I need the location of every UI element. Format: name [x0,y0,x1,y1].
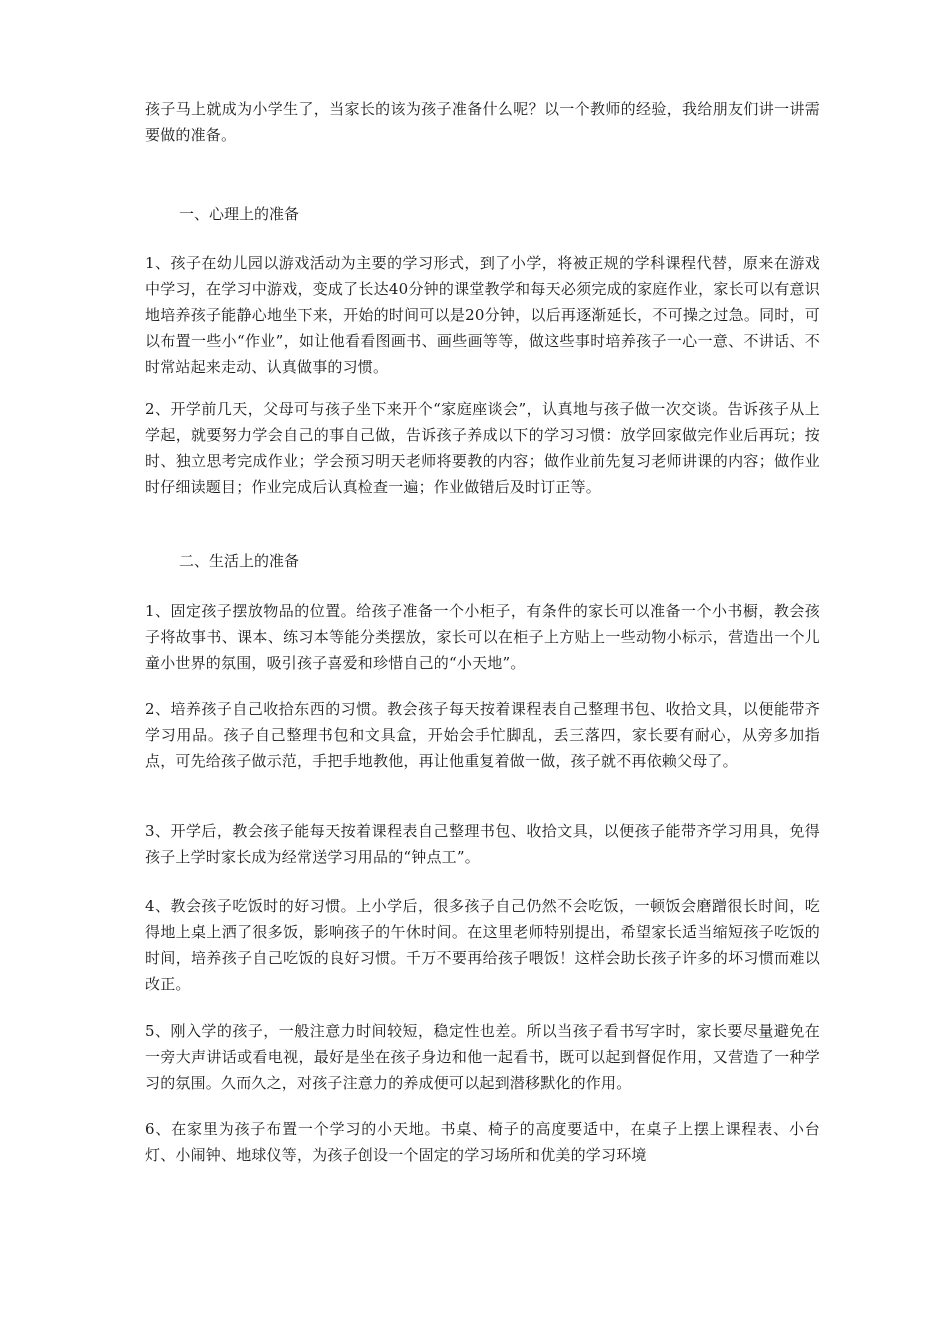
intro-paragraph: 孩子马上就成为小学生了，当家长的该为孩子准备什么呢？以一个教师的经验，我给朋友们讲一讲需要做的准备。 [145,100,820,144]
paragraph-life-4: 4、教会孩子吃饭时的好习惯。上小学后，很多孩子自己仍然不会吃饭，一顿饭会磨蹭很长时间，吃得地上桌上洒了很多饭，影响孩子的午休时间。在这里老师特别提出，希望家长适当缩短孩子吃饭的时间，培养孩子自己吃饭的良好习惯。千万不要再给孩子喂饭！这样会助长孩子许多的坏习惯而难以改正。 [145,897,820,993]
paragraph-life-3: 3、开学后，教会孩子能每天按着课程表自己整理书包、收拾文具，以便孩子能带齐学习用具，免得孩子上学时家长成为经常送学习用品的“钟点工”。 [145,822,820,866]
paragraph-life-2: 2、培养孩子自己收拾东西的习惯。教会孩子每天按着课程表自己整理书包、收拾文具，以便能带齐学习用品。孩子自己整理书包和文具盒，开始会手忙脚乱，丢三落四，家长要有耐心，从旁多加指点，可先给孩子做示范，手把手地教他，再让他重复着做一做，孩子就不再依赖父母了。 [145,700,820,770]
section-heading-psychological: 一、心理上的准备 [179,205,300,223]
paragraph-psych-1: 1、孩子在幼儿园以游戏活动为主要的学习形式，到了小学，将被正规的学科课程代替，原来在游戏中学习，在学习中游戏，变成了长达40分钟的课堂教学和每天必须完成的家庭作业，家长可以有意识地培养孩子能静心地坐下来，开始的时间可以是20分钟，以后再逐渐延长，不可操之过急。同时，可以布置一些小“作业”，如让他看看图画书、画些画等等，做这些事时培养孩子一心一意、不讲话、不时常站起来走动、认真做事的习惯。 [145,254,820,376]
paragraph-life-6: 6、在家里为孩子布置一个学习的小天地。书桌、椅子的高度要适中，在桌子上摆上课程表、小台灯、小闹钟、地球仪等，为孩子创设一个固定的学习场所和优美的学习环境 [145,1120,820,1164]
paragraph-psych-2: 2、开学前几天，父母可与孩子坐下来开个“家庭座谈会”，认真地与孩子做一次交谈。告诉孩子从上学起，就要努力学会自己的事自己做，告诉孩子养成以下的学习习惯：放学回家做完作业后再玩；按时、独立思考完成作业；学会预习明天老师将要教的内容；做作业前先复习老师讲课的内容；做作业时仔细读题目；作业完成后认真检查一遍；作业做错后及时订正等。 [145,400,820,496]
paragraph-life-5: 5、刚入学的孩子，一般注意力时间较短，稳定性也差。所以当孩子看书写字时，家长要尽量避免在一旁大声讲话或看电视，最好是坐在孩子身边和他一起看书，既可以起到督促作用，又营造了一种学习的氛围。久而久之，对孩子注意力的养成便可以起到潜移默化的作用。 [145,1022,820,1092]
section-heading-life: 二、生活上的准备 [179,552,300,570]
paragraph-life-1: 1、固定孩子摆放物品的位置。给孩子准备一个小柜子，有条件的家长可以准备一个小书橱，教会孩子将故事书、课本、练习本等能分类摆放，家长可以在柜子上方贴上一些动物小标示，营造出一个儿童小世界的氛围，吸引孩子喜爱和珍惜自己的“小天地”。 [145,602,820,672]
